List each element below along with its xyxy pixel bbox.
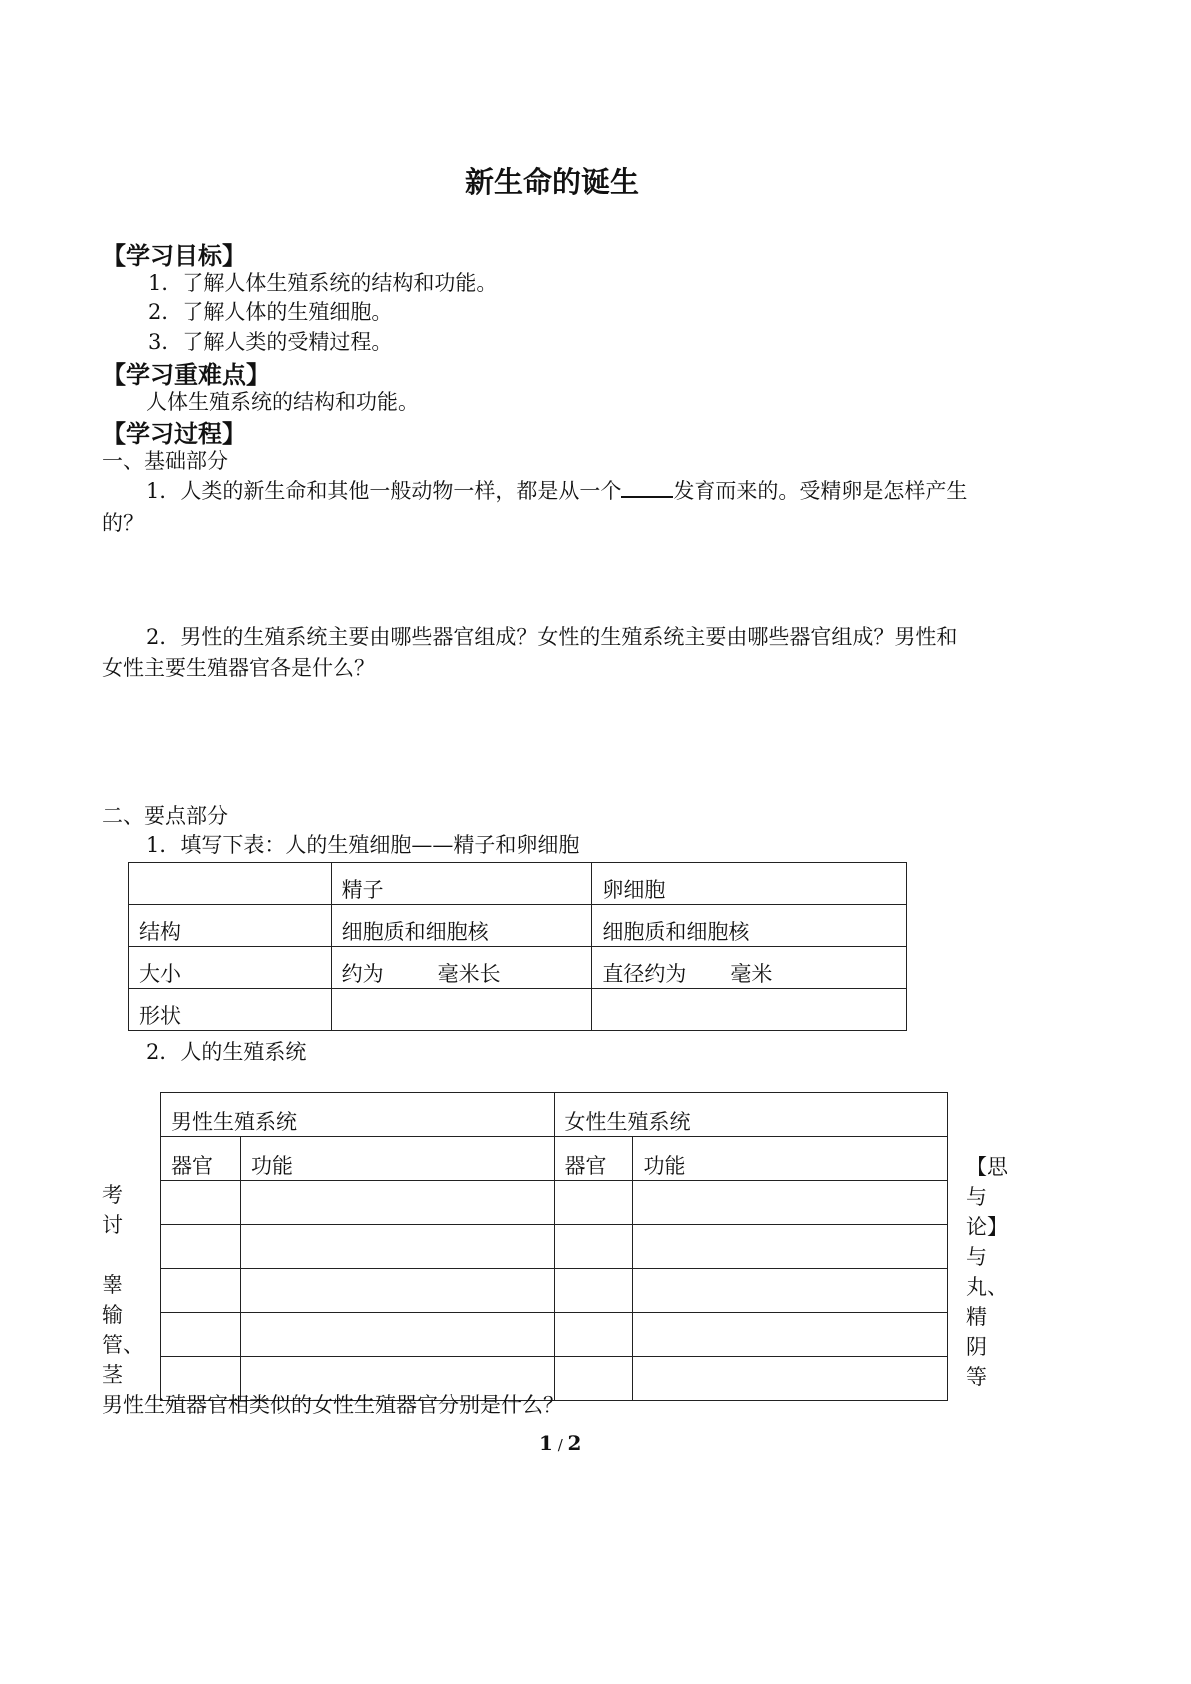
table-cell[interactable]: [592, 989, 907, 1031]
table-row: [129, 947, 907, 989]
female-header: 女性生殖系统: [554, 1093, 948, 1137]
side-char: 与: [966, 1245, 987, 1269]
side-text-right: [966, 1152, 1008, 1392]
table-cell[interactable]: [161, 1313, 241, 1357]
side-char: 睾: [102, 1273, 123, 1297]
side-char: 茎: [102, 1363, 123, 1387]
table-cell[interactable]: [161, 1181, 241, 1225]
goal-item-2: 2．了解人体的生殖细胞。: [148, 300, 393, 324]
goals-heading: 【学习目标】: [102, 242, 246, 270]
page-current: 1: [539, 1431, 553, 1455]
goal-item-3: 3．了解人类的受精过程。: [148, 330, 393, 354]
side-char: 【思: [966, 1155, 1008, 1179]
part2-heading: 二、要点部分: [102, 804, 228, 828]
bottom-question: 男性生殖器官相类似的女性生殖器官分别是什么？: [102, 1393, 564, 1417]
keypoints-heading: 【学习重难点】: [102, 361, 270, 389]
table-cell[interactable]: [240, 1181, 554, 1225]
table-cell[interactable]: [240, 1269, 554, 1313]
function-label: 功能: [633, 1137, 948, 1181]
table-cell[interactable]: [554, 1269, 633, 1313]
table-header-cell: [129, 863, 332, 905]
table-cell[interactable]: [633, 1357, 948, 1401]
table-cell[interactable]: [240, 1225, 554, 1269]
table-cell[interactable]: [161, 1225, 241, 1269]
side-char: 阴: [966, 1335, 987, 1359]
cell-table: [128, 862, 907, 1031]
table-cell[interactable]: [633, 1269, 948, 1313]
table-cell[interactable]: [592, 947, 907, 989]
table-cell[interactable]: [331, 989, 592, 1031]
row-label: 大小: [129, 947, 332, 989]
row-label: 结构: [129, 905, 332, 947]
table-row: [161, 1313, 948, 1357]
process-heading: 【学习过程】: [102, 420, 246, 448]
side-char: 考: [102, 1183, 123, 1207]
size-prefix: 直径约为: [602, 962, 687, 986]
side-char: 论】: [966, 1215, 1008, 1239]
organ-label: 器官: [161, 1137, 241, 1181]
table-cell[interactable]: [331, 947, 592, 989]
table-cell[interactable]: [161, 1269, 241, 1313]
question-1-part-a: 1．人类的新生命和其他一般动物一样，都是从一个: [146, 479, 622, 503]
side-text-left: [102, 1180, 144, 1390]
size-prefix: 约为: [341, 962, 384, 986]
question-1-tail: 的？: [102, 511, 144, 535]
table-row: [161, 1269, 948, 1313]
table-row: [161, 1181, 948, 1225]
table-cell[interactable]: [554, 1181, 633, 1225]
table-cell[interactable]: [554, 1225, 633, 1269]
table-row: [161, 1225, 948, 1269]
question-1-part-b: 发育而来的。受精卵是怎样产生: [673, 479, 968, 503]
table-cell[interactable]: [633, 1313, 948, 1357]
table-cell[interactable]: [240, 1313, 554, 1357]
table-cell[interactable]: [633, 1181, 948, 1225]
row-label: 形状: [129, 989, 332, 1031]
keypoints-text: 人体生殖系统的结构和功能。: [146, 390, 419, 414]
answer-blank[interactable]: [621, 478, 673, 498]
table-header-cell: 精子: [331, 863, 592, 905]
male-header: 男性生殖系统: [161, 1093, 555, 1137]
question-2-line-1: 2．男性的生殖系统主要由哪些器官组成？女性的生殖系统主要由哪些器官组成？男性和: [146, 625, 958, 649]
table-row: [129, 905, 907, 947]
table-cell[interactable]: [554, 1313, 633, 1357]
system-table: [160, 1092, 948, 1401]
page-title: 新生命的诞生: [465, 165, 640, 199]
table-header-row: [161, 1093, 948, 1137]
table-header-cell: 卵细胞: [592, 863, 907, 905]
table-cell: 细胞质和细胞核: [331, 905, 592, 947]
page-total: 2: [567, 1431, 582, 1455]
question-1: [146, 475, 967, 505]
side-char: 管、: [102, 1333, 144, 1357]
side-char: 丸、: [966, 1275, 1008, 1299]
side-char: 讨: [102, 1213, 123, 1237]
table-cell[interactable]: [554, 1357, 633, 1401]
size-suffix: 毫米: [730, 962, 773, 986]
table-header-row: [129, 863, 907, 905]
side-char: 与: [966, 1185, 987, 1209]
part1-heading: 一、基础部分: [102, 449, 228, 473]
side-char: 输: [102, 1303, 123, 1327]
table-row: [129, 989, 907, 1031]
function-label: 功能: [240, 1137, 554, 1181]
table-cell[interactable]: [633, 1225, 948, 1269]
table-1-caption: 1．填写下表：人的生殖细胞——精子和卵细胞: [146, 833, 580, 857]
question-2-line-2: 女性主要生殖器官各是什么？: [102, 656, 375, 680]
goal-item-1: 1．了解人体生殖系统的结构和功能。: [148, 271, 498, 295]
page-number: 1 / 2: [539, 1431, 582, 1455]
table-2-caption: 2．人的生殖系统: [146, 1040, 307, 1064]
table-cell: 细胞质和细胞核: [592, 905, 907, 947]
organ-label: 器官: [554, 1137, 633, 1181]
table-subheader-row: [161, 1137, 948, 1181]
side-char: 精: [966, 1305, 987, 1329]
side-char: 等: [966, 1365, 987, 1389]
size-suffix: 毫米长: [437, 962, 501, 986]
